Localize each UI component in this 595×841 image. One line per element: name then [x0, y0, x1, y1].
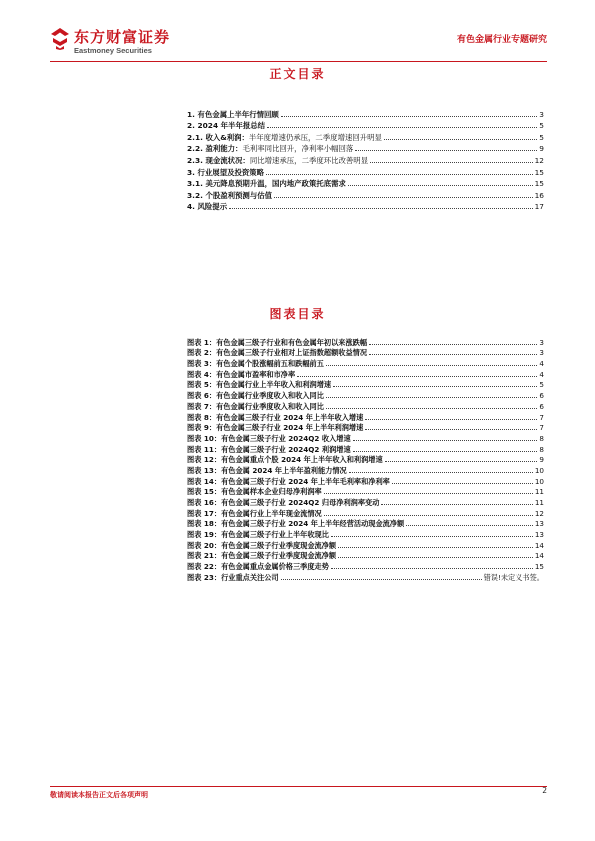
figure-list-item-page: 错误!未定义书签。: [483, 572, 544, 582]
toc-entry-label: [187, 144, 353, 153]
figure-list-item-label: 图表 4：有色金属市盈率和市净率: [187, 369, 296, 379]
toc-entry-page: 5: [539, 121, 544, 131]
report-type-title: 有色金属行业专题研究: [456, 35, 547, 45]
figure-list-item-label: 图表 9：有色金属三级子行业 2024 年上半年利润增速: [187, 423, 364, 433]
toc-entry-label: 3. 行业展望及投资策略: [187, 167, 265, 177]
toc-entry-label: [187, 133, 382, 142]
toc-entry-page: 5: [539, 132, 544, 142]
dot-leader: [392, 483, 533, 484]
figure-list-item[interactable]: [187, 432, 544, 443]
dot-leader: [338, 547, 533, 548]
figure-list-item-label: 图表 1：有色金属三级子行业和有色金属年初以来涨跌幅: [187, 337, 368, 347]
figure-list-item-page: 14: [534, 551, 544, 561]
figure-list-item[interactable]: [187, 400, 544, 411]
dot-leader: [369, 344, 537, 345]
figure-list-item-page: 4: [539, 369, 544, 379]
dot-leader: [331, 536, 533, 537]
dot-leader: [297, 376, 537, 377]
toc-entry[interactable]: [187, 153, 544, 165]
figure-list-item-label: 图表 12：有色金属重点个股 2024 年上半年收入和利润增速: [187, 455, 383, 465]
figure-list-title: 图表目录: [269, 307, 326, 321]
figure-list-item-page: 8: [539, 433, 544, 443]
figure-list-item-label: 图表 3：有色金属个股涨幅前五和跌幅前五: [187, 359, 324, 369]
dot-leader: [326, 365, 538, 366]
dot-leader: [369, 354, 537, 355]
figure-list-item-page: 6: [539, 401, 544, 411]
figure-list-item[interactable]: [187, 539, 544, 550]
figure-list-item[interactable]: [187, 368, 544, 379]
figure-list-item[interactable]: [187, 464, 544, 475]
toc-entry-label: 3.1. 美元降息预期升温，国内地产政策托底需求: [187, 179, 346, 189]
figure-list-item-page: 13: [534, 519, 544, 529]
toc-entry-heading: 2.3. 现金流状况：: [187, 155, 250, 165]
logo-mark-icon: [50, 28, 70, 50]
figure-list-item-page: 11: [534, 487, 544, 497]
figure-list-item-page: 3: [539, 337, 544, 347]
dot-leader: [353, 440, 538, 441]
footer-divider: [50, 786, 547, 787]
toc-entry-text: 毛利率同比回升，净利率小幅回落: [242, 144, 354, 154]
toc-entry[interactable]: [187, 177, 544, 189]
dot-leader: [266, 174, 533, 175]
figure-list-item-label: 图表 10：有色金属三级子行业 2024Q2 收入增速: [187, 433, 351, 443]
figure-list-item-label: 图表 21：有色金属三级子行业季度现金流净额: [187, 551, 337, 561]
page-number: 2: [542, 786, 547, 795]
figure-list-item-label: 图表 23：行业重点关注公司: [187, 572, 279, 582]
figure-list-item-page: 7: [539, 423, 544, 433]
figure-list-item[interactable]: [187, 550, 544, 561]
toc-entry-label: 4. 风险提示: [187, 202, 228, 212]
toc-entry-text: 同比增速承压，二季度环比改善明显: [249, 155, 369, 165]
figure-list-item-page: 4: [539, 359, 544, 369]
figure-list-item[interactable]: [187, 422, 544, 433]
figure-list-item[interactable]: [187, 357, 544, 368]
toc-entry[interactable]: [187, 130, 544, 142]
toc-entry[interactable]: [187, 119, 544, 131]
figure-list-item[interactable]: [187, 443, 544, 454]
figure-list-item[interactable]: [187, 379, 544, 390]
logo-english-name: Eastmoney Securities: [74, 46, 152, 55]
toc-entry-label: [187, 156, 368, 165]
dot-leader: [326, 397, 538, 398]
figure-list-item-page: 7: [539, 412, 544, 422]
figure-list-item-label: 图表 8：有色金属三级子行业 2024 年上半年收入增速: [187, 412, 364, 422]
dot-leader: [384, 139, 537, 140]
toc-entry-page: 3: [539, 109, 544, 119]
toc-entry-page: 16: [534, 190, 544, 200]
figure-list-item-page: 12: [534, 508, 544, 518]
figure-list-item-label: 图表 7：有色金属行业季度收入和收入同比: [187, 401, 324, 411]
figure-list-item-page: 10: [534, 465, 544, 475]
figure-list-item-label: 图表 11：有色金属三级子行业 2024Q2 利润增速: [187, 444, 351, 454]
figure-list-item[interactable]: [187, 389, 544, 400]
logo-chinese-name: 东方财富证券: [74, 28, 171, 46]
toc-entry-page: 17: [534, 202, 544, 212]
dot-leader: [281, 116, 537, 117]
toc-entry-page: 12: [534, 155, 544, 165]
dot-leader: [326, 408, 538, 409]
figure-list-item-page: 15: [534, 562, 544, 572]
figure-list-item-label: 图表 22：有色金属重点金属价格三季度走势: [187, 562, 329, 572]
toc-entry[interactable]: [187, 142, 544, 154]
dot-leader: [274, 197, 533, 198]
figure-list-item-page: 3: [539, 348, 544, 358]
toc-entry[interactable]: [187, 188, 544, 200]
figure-list-item[interactable]: [187, 475, 544, 486]
dot-leader: [333, 386, 537, 387]
figure-list-item[interactable]: [187, 528, 544, 539]
toc-entry[interactable]: [187, 107, 544, 119]
toc-list: [187, 107, 544, 211]
figure-list-item-page: 11: [534, 498, 544, 507]
dot-leader: [267, 127, 537, 128]
figure-list-item[interactable]: [187, 411, 544, 422]
dot-leader: [353, 451, 538, 452]
company-logo: [50, 26, 180, 60]
dot-leader: [349, 472, 533, 473]
dot-leader: [324, 493, 533, 494]
toc-entry-label: 3.2. 个股盈利预测与估值: [187, 190, 272, 200]
figure-list-item-label: 图表 5：有色金属行业上半年收入和利润增速: [187, 380, 332, 390]
figure-list-item-label: 图表 6：有色金属行业季度收入和收入同比: [187, 391, 324, 401]
figure-list-item-page: 14: [534, 540, 544, 550]
dot-leader: [381, 504, 532, 505]
footer-disclaimer: 敬请阅读本报告正文后各项声明: [50, 791, 148, 799]
figure-list-item-page: 6: [539, 391, 544, 401]
toc-entry-page: 9: [539, 144, 544, 154]
figure-list-item-label: 图表 20：有色金属三级子行业季度现金流净额: [187, 540, 337, 550]
toc-entry-heading: 2.1. 收入&利润：: [187, 132, 249, 142]
figure-list-item-label: 图表 14：有色金属三级子行业 2024 年上半年毛利率和净利率: [187, 476, 390, 486]
dot-leader: [370, 162, 533, 163]
figure-list-item[interactable]: [187, 507, 544, 518]
dot-leader: [406, 525, 533, 526]
figure-list: [187, 336, 544, 582]
figure-list-item-label: 图表 15：有色金属样本企业归母净利润率: [187, 487, 322, 497]
figure-list-item[interactable]: [187, 347, 544, 358]
dot-leader: [338, 557, 533, 558]
figure-list-item-page: 5: [539, 380, 544, 390]
figure-list-item-label: 图表 2：有色金属三级子行业相对上证指数超额收益情况: [187, 348, 368, 358]
dot-leader: [385, 461, 538, 462]
figure-list-item-page: 13: [534, 530, 544, 540]
toc-entry-heading: 2.2. 盈利能力：: [187, 144, 243, 154]
dot-leader: [355, 150, 537, 151]
figure-list-item-label: 图表 19：有色金属三级子行业上半年收现比: [187, 530, 329, 540]
figure-list-item-page: 10: [534, 476, 544, 486]
figure-list-item[interactable]: [187, 518, 544, 529]
header-divider: [50, 61, 547, 62]
figure-list-item[interactable]: [187, 486, 544, 497]
toc-entry-label: 2. 2024 年半年报总结: [187, 121, 266, 131]
dot-leader: [365, 429, 537, 430]
figure-list-item-label: 图表 13：有色金属 2024 年上半年盈利能力情况: [187, 465, 347, 475]
dot-leader: [281, 579, 482, 580]
dot-leader: [365, 419, 537, 420]
figure-list-item-label: 图表 16：有色金属三级子行业 2024Q2 归母净利润率变动: [187, 498, 380, 507]
figure-list-item-label: 图表 17：有色金属行业上半年现金流情况: [187, 508, 322, 518]
toc-entry-page: 15: [534, 179, 544, 189]
dot-leader: [348, 185, 533, 186]
figure-list-item[interactable]: [187, 496, 544, 507]
dot-leader: [331, 568, 533, 569]
toc-entry[interactable]: [187, 200, 544, 212]
dot-leader: [324, 515, 533, 516]
toc-entry-text: 半年度增速仍承压，二季度增速回升明显: [248, 132, 382, 142]
figure-list-item[interactable]: [187, 571, 544, 582]
toc-entry-label: 1. 有色金属上半年行情回顾: [187, 109, 279, 119]
toc-title: 正文目录: [269, 67, 326, 81]
page-header: [50, 26, 547, 60]
figure-list-item[interactable]: [187, 560, 544, 571]
toc-entry-page: 15: [534, 167, 544, 177]
dot-leader: [229, 208, 533, 209]
figure-list-item[interactable]: [187, 454, 544, 465]
figure-list-item-label: 图表 18：有色金属三级子行业 2024 年上半年经营活动现金流净额: [187, 519, 405, 529]
figure-list-item-page: 9: [539, 455, 544, 465]
figure-list-item-page: 8: [539, 444, 544, 454]
figure-list-item[interactable]: [187, 336, 544, 347]
toc-entry[interactable]: [187, 165, 544, 177]
